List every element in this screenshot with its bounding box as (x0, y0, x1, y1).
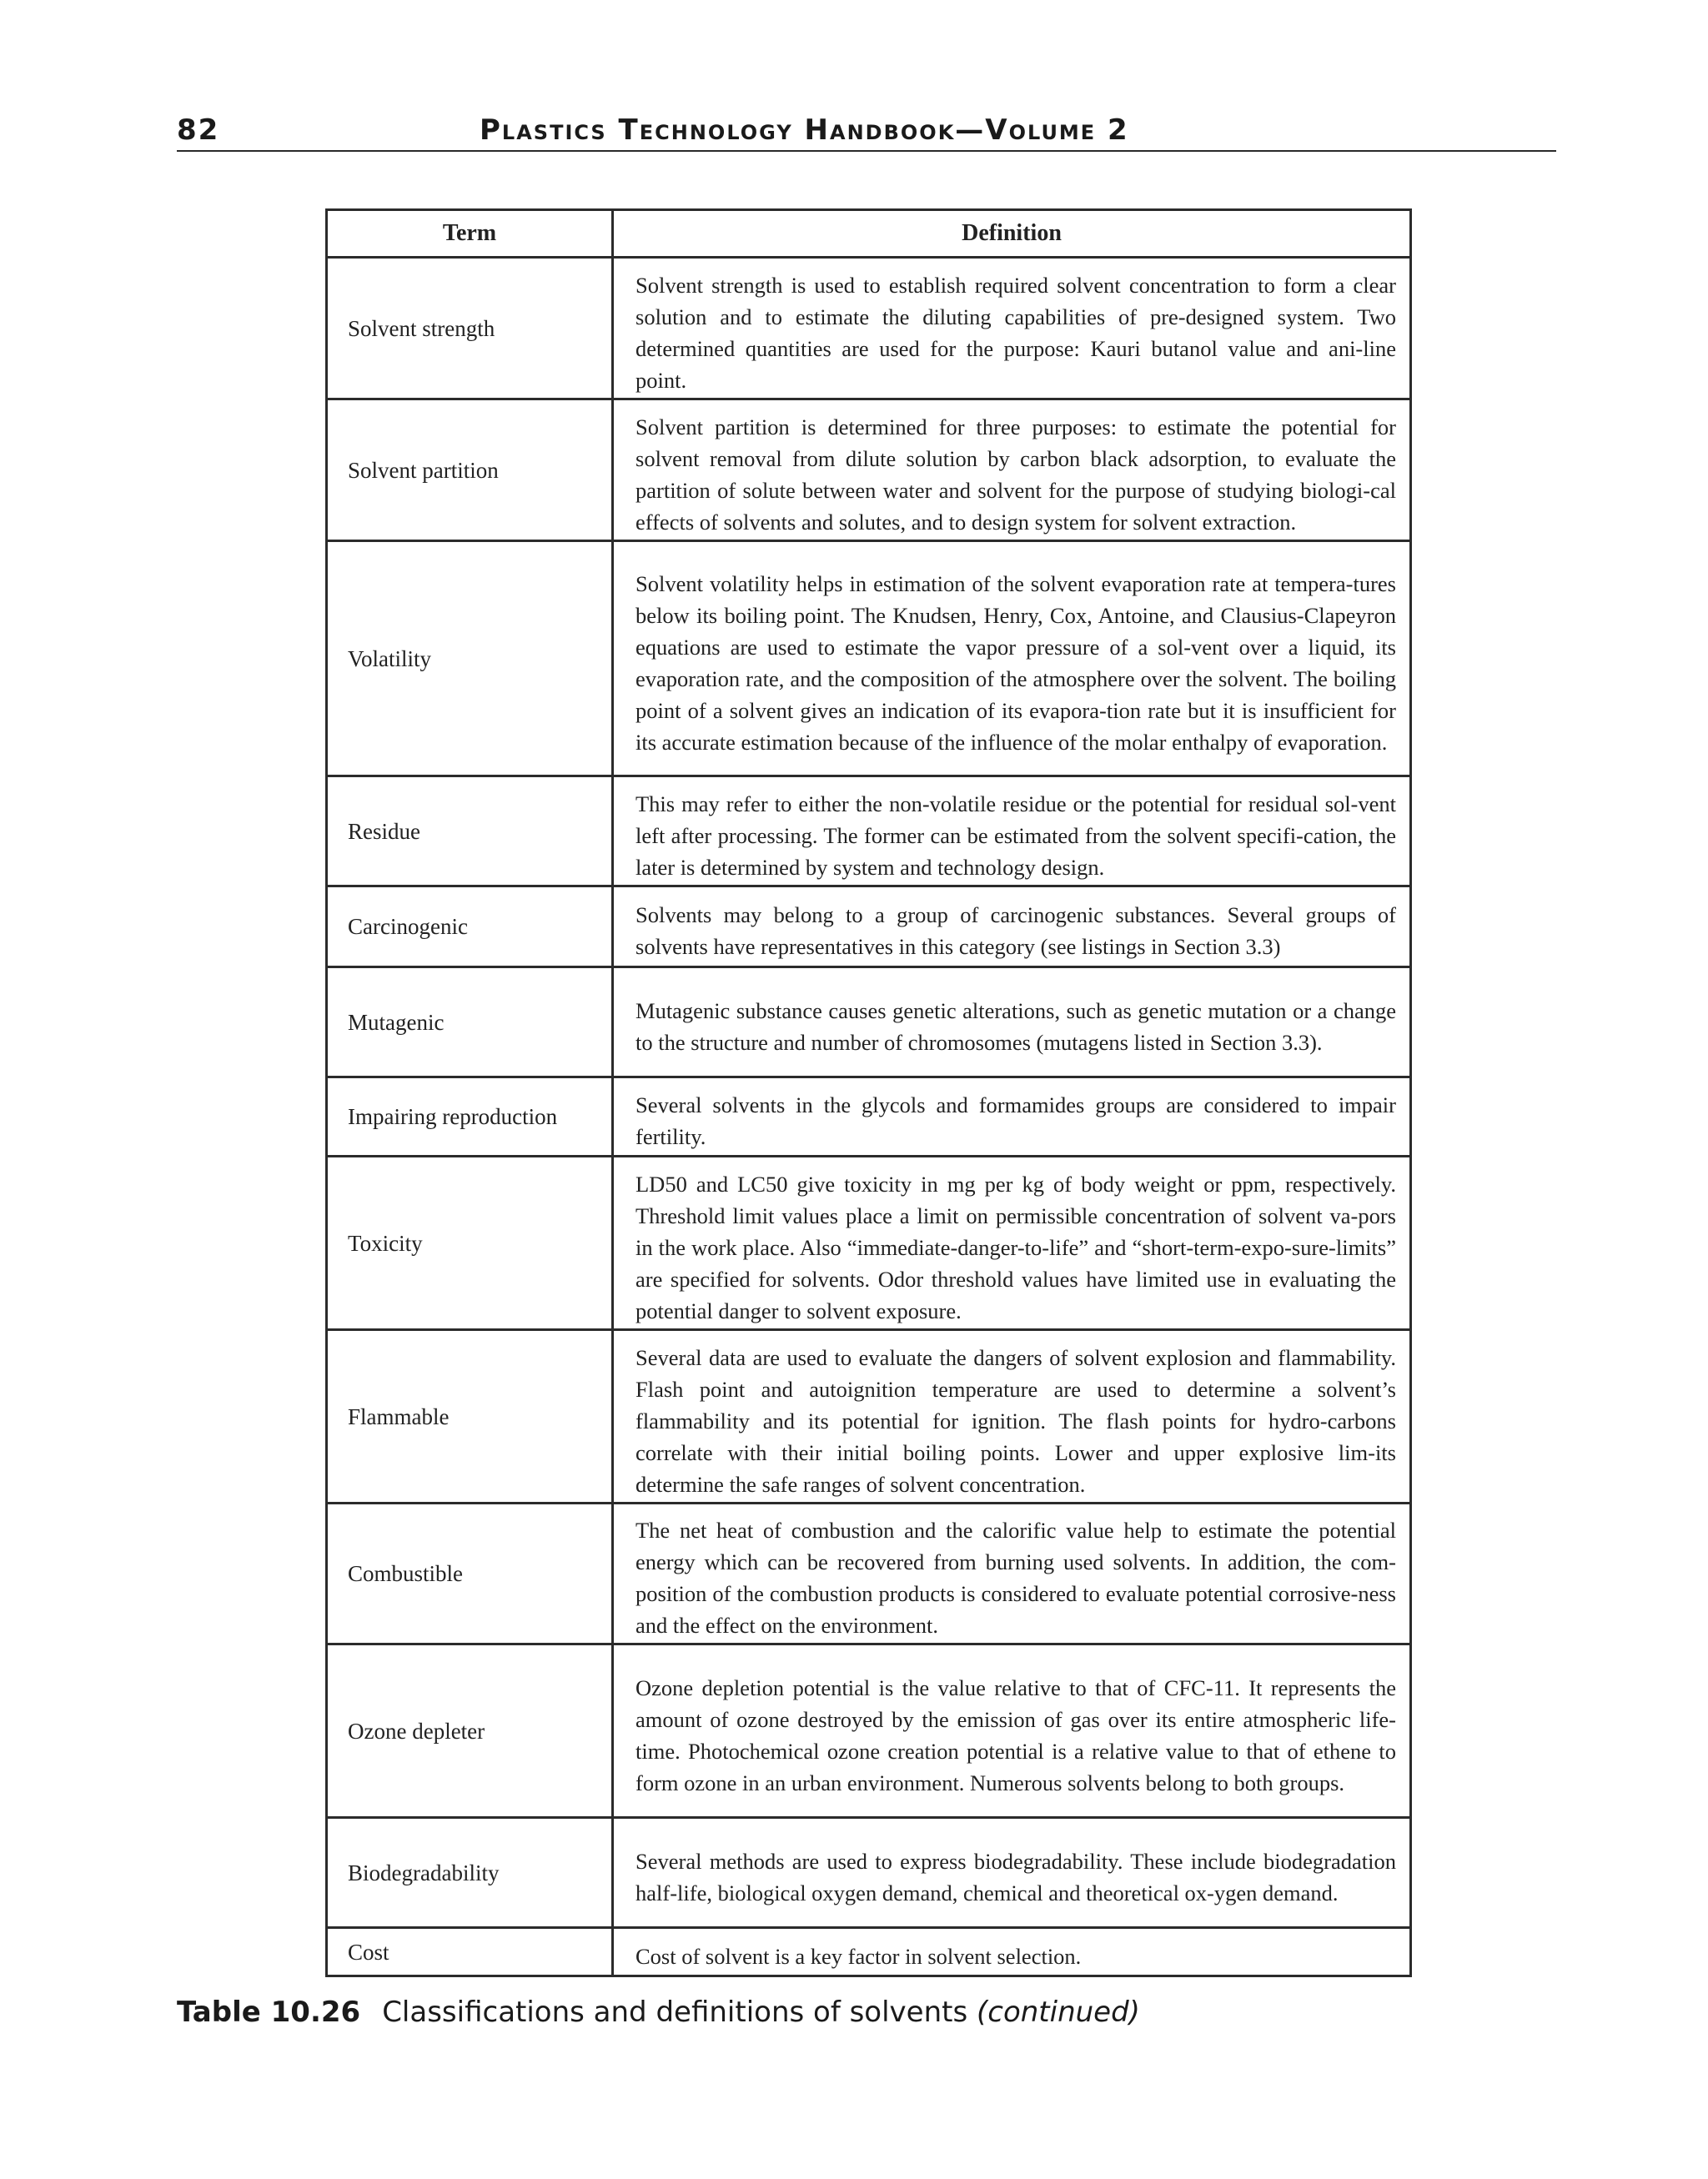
table-row (327, 776, 1411, 886)
term-cell: Solvent strength (327, 258, 613, 399)
definition-cell: Solvent strength is used to establish required solvent concentration to form a clear solution and to estimate the diluting capabilities of pre-designed system. Two determined quantities are used for the purpose: Kauri butanol value and ani-line point. (613, 258, 1411, 399)
table-caption (177, 1996, 1140, 2029)
term-cell: Flammable (327, 1330, 613, 1504)
caption-continued: (continued) (977, 1996, 1140, 2029)
table-row (327, 1077, 1411, 1157)
term-cell: Biodegradability (327, 1818, 613, 1928)
running-title: Plastics Technology Handbook—Volume 2 (480, 113, 1129, 147)
term-cell: Ozone depleter (327, 1644, 613, 1818)
definition-cell: Several methods are used to express biodegradability. These include biodegradation half-life, biological oxygen demand, chemical and theoretical ox-ygen demand. (613, 1818, 1411, 1928)
term-cell: Toxicity (327, 1157, 613, 1330)
table-header-row (327, 210, 1411, 258)
caption-number: Table 10.26 (177, 1996, 361, 2029)
definition-cell: Solvents may belong to a group of carcinogenic substances. Several groups of solvents have representatives in this category (see listings in Section 3.3) (613, 886, 1411, 967)
term-cell: Cost (327, 1928, 613, 1976)
definition-cell: Solvent partition is determined for three purposes: to estimate the potential for solvent removal from dilute solution by carbon black adsorption, to evaluate the partition of solute between water and solvent for the purpose of studying biologi-cal effects of solvents and solutes, and to design system for solvent extraction. (613, 399, 1411, 541)
definition-cell: Cost of solvent is a key factor in solvent selection. (613, 1928, 1411, 1976)
definition-cell: Ozone depletion potential is the value relative to that of CFC-11. It represents the amount of ozone destroyed by the emission of gas over its entire atmospheric life-time. Photochemical ozone creation potential is a relative value to that of ethene to form ozone in an urban environment. Numerous solvents belong to both groups. (613, 1644, 1411, 1818)
table-row (327, 967, 1411, 1077)
table-row (327, 1818, 1411, 1928)
definition-cell: Solvent volatility helps in estimation of the solvent evaporation rate at tempera-tures below its boiling point. The Knudsen, Henry, Cox, Antoine, and Clausius-Clapeyron equations are used to estimate the vapor pressure of a sol-vent over a liquid, its evaporation rate, and the composition of the atmosphere over the solvent. The boiling point of a solvent gives an indication of its evapora-tion rate but it is insufficient for its accurate estimation because of the influence of the molar enthalpy of evaporation. (613, 541, 1411, 776)
term-cell: Combustible (327, 1504, 613, 1644)
definition-cell: LD50 and LC50 give toxicity in mg per kg of body weight or ppm, respectively. Threshold limit values place a limit on permissible concentration of solvent va-pors in the work place. Also “immediate-danger-to-life” and “short-term-expo-sure-limits” are specified for solvents. Odor threshold values have limited use in evaluating the potential danger to solvent exposure. (613, 1157, 1411, 1330)
solvent-definitions-table (325, 208, 1412, 1977)
term-cell: Solvent partition (327, 399, 613, 541)
term-cell: Impairing reproduction (327, 1077, 613, 1157)
caption-text: Classifications and definitions of solvents (382, 1996, 968, 2029)
definition-cell: Several data are used to evaluate the dangers of solvent explosion and flammability. Flash point and autoignition temperature are used to determine a solvent’s flammability and its potential for ignition. The flash points for hydro-carbons correlate with their initial boiling points. Lower and upper explosive lim-its determine the safe ranges of solvent concentration. (613, 1330, 1411, 1504)
term-cell: Carcinogenic (327, 886, 613, 967)
term-cell: Volatility (327, 541, 613, 776)
table-row (327, 1644, 1411, 1818)
term-cell: Residue (327, 776, 613, 886)
table-row (327, 258, 1411, 399)
page-number: 82 (177, 113, 220, 147)
definition-cell: Several solvents in the glycols and formamides groups are considered to impair fertility. (613, 1077, 1411, 1157)
column-header-term: Term (327, 210, 613, 258)
definition-cell: Mutagenic substance causes genetic alterations, such as genetic mutation or a change to the structure and number of chromosomes (mutagens listed in Section 3.3). (613, 967, 1411, 1077)
column-header-definition: Definition (613, 210, 1411, 258)
table-row (327, 1504, 1411, 1644)
page-header (177, 113, 1556, 152)
term-cell: Mutagenic (327, 967, 613, 1077)
table-row (327, 886, 1411, 967)
table-row (327, 1330, 1411, 1504)
table-row (327, 399, 1411, 541)
table-row (327, 1928, 1411, 1976)
definition-cell: The net heat of combustion and the calorific value help to estimate the potential energy which can be recovered from burning used solvents. In addition, the com-position of the combustion products is considered to evaluate potential corrosive-ness and the effect on the environment. (613, 1504, 1411, 1644)
table-row (327, 1157, 1411, 1330)
definition-cell: This may refer to either the non-volatile residue or the potential for residual sol-vent left after processing. The former can be estimated from the solvent specifi-cation, the later is determined by system and technology design. (613, 776, 1411, 886)
table-row (327, 541, 1411, 776)
